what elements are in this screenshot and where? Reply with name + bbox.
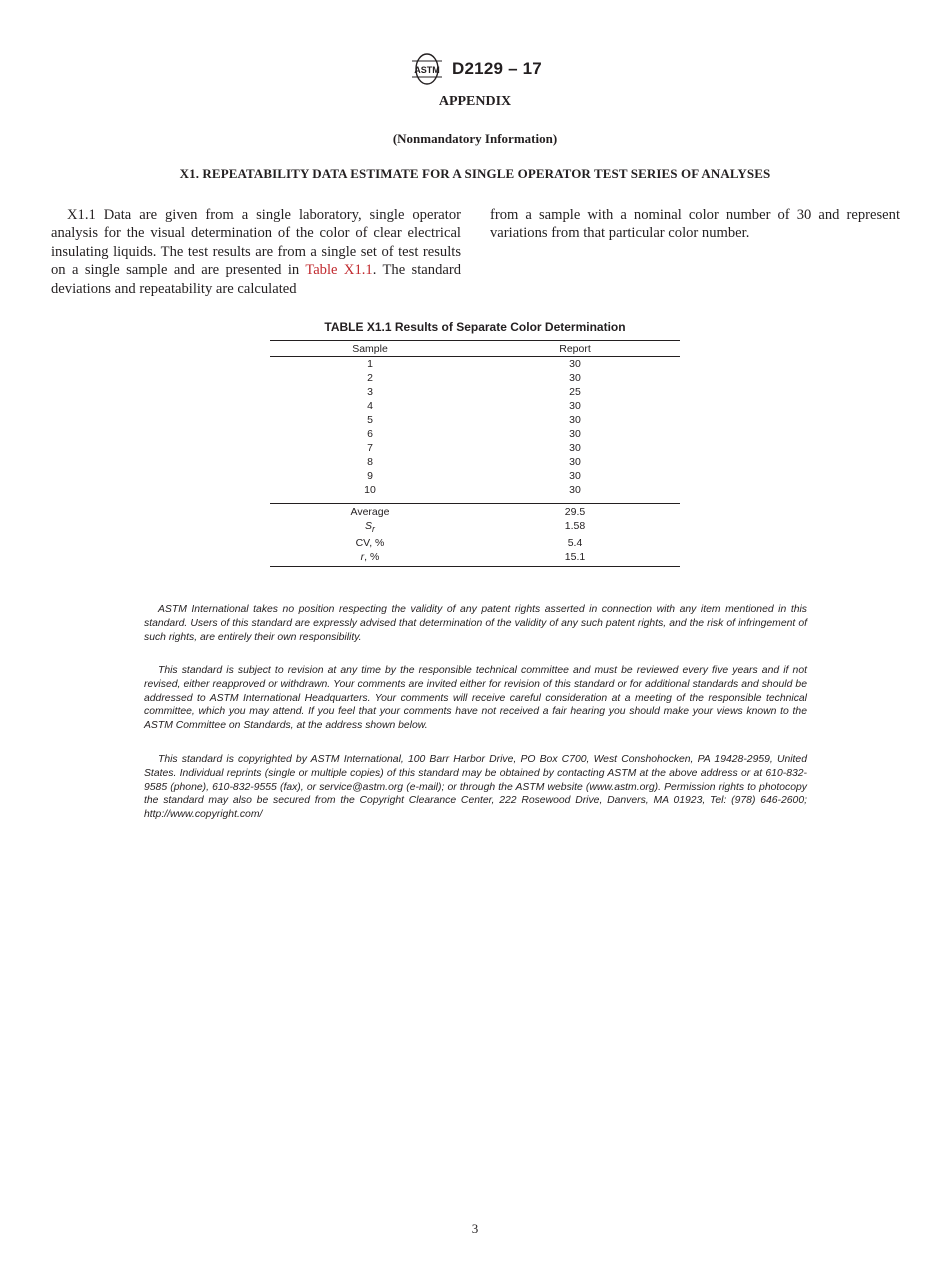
- table-row: [270, 357, 680, 371]
- report-cell: 30: [569, 400, 581, 412]
- header-report: Report: [559, 343, 591, 355]
- report-cell: 30: [569, 372, 581, 384]
- stat-row-average: [270, 505, 680, 519]
- stat-label: CV, %: [355, 537, 385, 550]
- stat-label: [270, 550, 470, 564]
- report-cell: 30: [569, 484, 581, 496]
- table-row: [270, 469, 680, 483]
- stat-subscript: r: [372, 524, 375, 535]
- report-cell: 30: [569, 456, 581, 468]
- sample-cell: 8: [367, 456, 373, 468]
- standard-designation: D2129 – 17: [452, 59, 542, 78]
- appendix-title: APPENDIX: [438, 94, 512, 109]
- table-caption: TABLE X1.1 Results of Separate Color Determination: [324, 320, 626, 334]
- table-row: [270, 427, 680, 441]
- stat-value: 1.58: [564, 520, 586, 532]
- stat-row-cv: [270, 536, 680, 550]
- table-statistics: [270, 503, 680, 567]
- stat-symbol: r: [360, 551, 365, 564]
- stat-unit: , %: [364, 551, 380, 564]
- table-row: [270, 399, 680, 413]
- report-cell: 30: [569, 428, 581, 440]
- paragraph-x1-1-continued: from a sample with a nominal color number of 30 and represent variations from that particular color number.: [490, 207, 900, 242]
- stat-row-sr: [270, 519, 680, 536]
- page-header: [0, 52, 950, 86]
- stat-row-r: [270, 550, 680, 564]
- sample-cell: 1: [367, 358, 373, 370]
- astm-logo-icon: [408, 52, 446, 86]
- copyright-notice: This standard is copyrighted by ASTM International, 100 Barr Harbor Drive, PO Box C700, West Conshohocken, PA 19428-2959, United States. Individual reprints (single or multiple copies) of this standard may be obtained by contacting ASTM at the above address or at 610-832-9585 (phone), 610-832-9555 (fax), or service@astm.org (e-mail); or through the ASTM website (www.astm.org). Permission rights to photocopy the standard may also be secured from the Copyright Clearance Center, 222 Rosewood Drive, Danvers, MA 01923, Tel: (978) 646-2600; http://www.copyright.com/: [144, 754, 807, 821]
- report-cell: 25: [569, 386, 581, 398]
- report-cell: 30: [569, 358, 581, 370]
- sample-cell: 2: [367, 372, 373, 384]
- sample-cell: 5: [367, 414, 373, 426]
- paragraph-x1-1: [51, 206, 461, 298]
- table-body: [270, 357, 680, 497]
- report-cell: 30: [569, 470, 581, 482]
- sample-cell: 6: [367, 428, 373, 440]
- table-link[interactable]: Table X1.1: [305, 262, 373, 279]
- stat-label: Average: [350, 506, 390, 518]
- patent-notice: ASTM International takes no position respecting the validity of any patent rights asserted in connection with any item mentioned in this standard. Users of this standard are expressly advised that determination of the validity of any such patent rights, and the risk of infringement of such rights, are entirely their own responsibility.: [144, 604, 807, 643]
- svg-text:ASTM: ASTM: [414, 65, 440, 75]
- report-cell: 30: [569, 414, 581, 426]
- sample-cell: 9: [367, 470, 373, 482]
- table-row: [270, 483, 680, 497]
- stat-label: [270, 519, 470, 536]
- table-row: [270, 441, 680, 455]
- table-row: [270, 371, 680, 385]
- report-cell: 30: [569, 442, 581, 454]
- appendix-subtitle: (Nonmandatory Information): [392, 131, 558, 146]
- page-number: 3: [471, 1221, 479, 1236]
- table-row: [270, 455, 680, 469]
- sample-cell: 10: [364, 484, 376, 496]
- paragraph-text-tail: . The standard deviations and repeatability are calculated: [51, 262, 462, 297]
- sample-cell: 3: [367, 386, 373, 398]
- stat-symbol: S: [365, 520, 373, 532]
- stat-value: 5.4: [567, 537, 583, 550]
- table-header-row: [270, 340, 680, 357]
- paragraph-text: X1.1 Data are given from a single laboratory, single operator analysis for the visual determination of the color of clear electrical insulating liquids. The test results are from a single set of test results on a single sample and are presented in: [51, 207, 461, 279]
- results-table: [270, 320, 680, 567]
- section-heading: X1. REPEATABILITY DATA ESTIMATE FOR A SINGLE OPERATOR TEST SERIES OF ANALYSES: [179, 166, 771, 181]
- header-sample: Sample: [352, 343, 388, 355]
- stat-value: 15.1: [564, 551, 586, 564]
- revision-notice: This standard is subject to revision at any time by the responsible technical committee and must be reviewed every five years and if not revised, either reapproved or withdrawn. Your comments are invited either for revision of this standard or for additional standards and should be addressed to ASTM International Headquarters. Your comments will receive careful consideration at a meeting of the responsible technical committee, which you may attend. If you feel that your comments have not received a fair hearing you should make your views known to the ASTM Committee on Standards, at the address shown below.: [144, 665, 807, 732]
- sample-cell: 4: [367, 400, 373, 412]
- sample-cell: 7: [367, 442, 373, 454]
- table-row: [270, 385, 680, 399]
- stat-value: 29.5: [564, 506, 586, 518]
- table-row: [270, 413, 680, 427]
